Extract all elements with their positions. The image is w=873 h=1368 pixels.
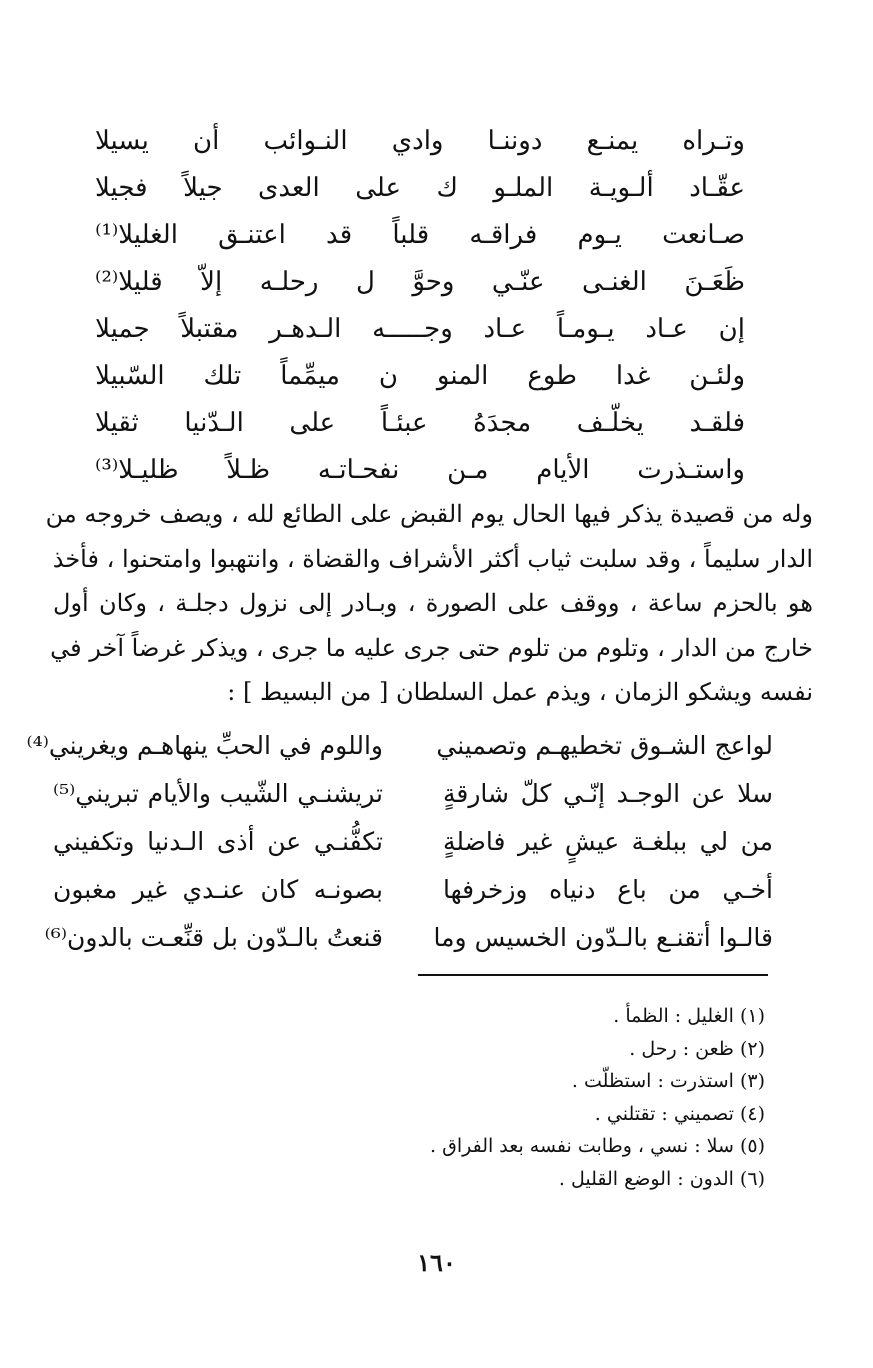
verse-word: جميلا	[95, 314, 150, 344]
verse-word: طوع	[527, 361, 577, 391]
verse-second-hemistich: تريشنـي الشّيب والأيام تبريني⁽⁵⁾	[53, 779, 383, 808]
verse-word: إلاّ	[200, 267, 223, 297]
verse-second-hemistich: بصونـه كان عنـدي غير مغبون	[53, 875, 383, 904]
verse-word: نفحـاتـه	[317, 455, 400, 485]
footnote: (٤) تصميني : تقتلني .	[594, 1102, 765, 1125]
verse-word: ك	[436, 173, 458, 203]
verse-word: مـن	[447, 455, 489, 485]
verse-line	[53, 866, 773, 914]
verse-word: العدى	[258, 173, 320, 203]
verse-word: الـدهـر	[269, 314, 342, 344]
verse-word: أن	[193, 126, 220, 156]
footnote: (١) الغليل : الظمأ .	[613, 1005, 765, 1027]
footnote: (٦) الدون : الوضع القليل .	[558, 1167, 765, 1190]
verse-word: فجيلا	[95, 173, 148, 203]
verse-word: وتـراه	[682, 126, 745, 156]
verse-word: ثقيلا	[95, 408, 139, 438]
verse-word: المنو	[436, 361, 489, 391]
verse-second-hemistich: قنعتُ بالـدّون بل قنِّعـت بالدون⁽⁶⁾	[44, 923, 383, 952]
verse-word: يسيلا	[95, 126, 149, 156]
verse-word: ظَعَـنَ	[684, 267, 745, 297]
verse-word: اعتنـق	[218, 220, 286, 250]
prose-line: خارج من الدار ، وتلوم من تلوم حتى جرى عليه ما جرى ، ويذكر غرضاً آخر في	[50, 633, 813, 662]
verse-word: غدا	[615, 361, 651, 391]
footnotes	[345, 1000, 765, 1195]
footnote-divider	[418, 974, 768, 976]
verse-word: ظليـلا⁽³⁾	[95, 455, 179, 485]
prose-line: هو بالحزم ساعة ، ووقف على الصورة ، وبـادر إلى نزول دجلـة ، وكان أول	[53, 589, 813, 617]
verse-word: فراقـه	[469, 220, 538, 250]
verse-word: على	[289, 408, 336, 438]
verse-word: ميمِّماً	[280, 361, 340, 391]
verse-word: قد	[326, 220, 353, 250]
prose-line: وله من قصيدة يذكر فيها الحال يوم القبض على الطائع لله ، ويصف خروجه من	[45, 500, 813, 528]
verse-word: السّبيلا	[95, 361, 165, 391]
verse-word: عـاد	[645, 314, 688, 344]
poem-kamil	[95, 118, 745, 494]
verse-word: ظـلاً	[226, 455, 271, 485]
verse-word: يمنـع	[586, 126, 639, 156]
verse-word: صـانعت	[662, 220, 745, 250]
verse-word: الملـو	[493, 173, 554, 203]
footnote: (٥) سلا : نسي ، وطابت نفسه بعد الفراق .	[430, 1135, 765, 1157]
verse-word: على	[355, 173, 401, 203]
verse-word: عقّـاد	[689, 173, 745, 203]
verse-line	[53, 770, 773, 818]
verse-word: عنّـي	[491, 267, 545, 297]
prose-line: نفسه ويشكو الزمان ، ويذم عمل السلطان [ من البسيط ] :	[227, 678, 813, 706]
verse-word: مجدَهُ	[473, 408, 532, 438]
verse-first-hemistich: قالـوا أتقنـع بالـدّون الخسيس وما	[433, 923, 773, 952]
prose-line: الدار سليماً ، وقد سلبت ثياب أكثر الأشراف والقضاة ، وانتهبوا وامتحنوا ، فأخذ	[52, 544, 813, 573]
verse-word: يـوم	[577, 220, 622, 250]
verse-line	[26, 722, 773, 770]
verse-first-hemistich: لواعج الشـوق تخطيهـم وتصميني	[436, 731, 773, 760]
verse-word: مقتبلاً	[180, 314, 239, 344]
verse-word: الغليلا⁽¹⁾	[95, 220, 178, 250]
verse-word: واستـذرت	[637, 455, 745, 485]
verse-word: قليلا⁽²⁾	[95, 267, 163, 297]
verse-word: النـوائب	[263, 126, 348, 156]
verse-word: دوننـا	[487, 126, 543, 156]
verse-line	[95, 400, 745, 447]
verse-word: وجـــــه	[372, 314, 453, 344]
verse-word: الغنـى	[582, 267, 647, 297]
verse-word: ن	[378, 361, 398, 391]
verse-word: وحوَّ	[412, 267, 455, 297]
verse-word: الأيام	[536, 455, 590, 485]
verse-word: تلك	[203, 361, 242, 391]
verse-word: إن	[718, 314, 745, 344]
verse-first-hemistich: سلا عن الوجـد إنّـي كلّ شارقةٍ	[443, 779, 773, 808]
verse-word: الـدّنيا	[184, 408, 244, 438]
verse-word: ل	[355, 267, 375, 297]
verse-word: فلقـد	[689, 408, 745, 438]
prose-paragraph	[45, 492, 813, 715]
footnote: (٢) ظعن : رحل .	[629, 1037, 765, 1060]
verse-line	[95, 306, 745, 353]
page-number: ١٦٠	[417, 1248, 456, 1277]
verse-line	[95, 353, 745, 400]
verse-word: يـومـاً	[556, 314, 615, 344]
verse-line	[95, 118, 745, 165]
verse-word: عـاد	[483, 314, 527, 344]
verse-line	[44, 914, 773, 962]
verse-word: ولئـن	[689, 361, 745, 391]
verse-first-hemistich: أخـي من باع دنياه وزخرفها	[443, 875, 773, 904]
verse-word: رحلـه	[259, 267, 319, 297]
verse-word: ألـويـة	[588, 173, 654, 203]
verse-first-hemistich: من لي ببلغـة عيشٍ غير فاضلةٍ	[443, 827, 773, 856]
verse-line	[95, 212, 745, 259]
verse-second-hemistich: تكفُّنـي عن أذى الـدنيا وتكفيني	[53, 827, 383, 856]
verse-line	[95, 259, 745, 306]
verse-line	[95, 165, 745, 212]
verse-line	[53, 818, 773, 866]
poem-basit	[26, 722, 773, 962]
verse-line	[95, 447, 745, 494]
verse-second-hemistich: واللوم في الحبِّ ينهاهـم ويغريني⁽⁴⁾	[26, 731, 383, 760]
verse-word: عبئـاً	[380, 408, 428, 438]
verse-word: قلباً	[392, 220, 430, 250]
verse-word: جيلاً	[183, 173, 223, 203]
verse-word: يخلّـف	[576, 408, 644, 438]
verse-word: وادي	[391, 126, 444, 156]
footnote: (٣) استذرت : استظلّت .	[571, 1070, 765, 1092]
